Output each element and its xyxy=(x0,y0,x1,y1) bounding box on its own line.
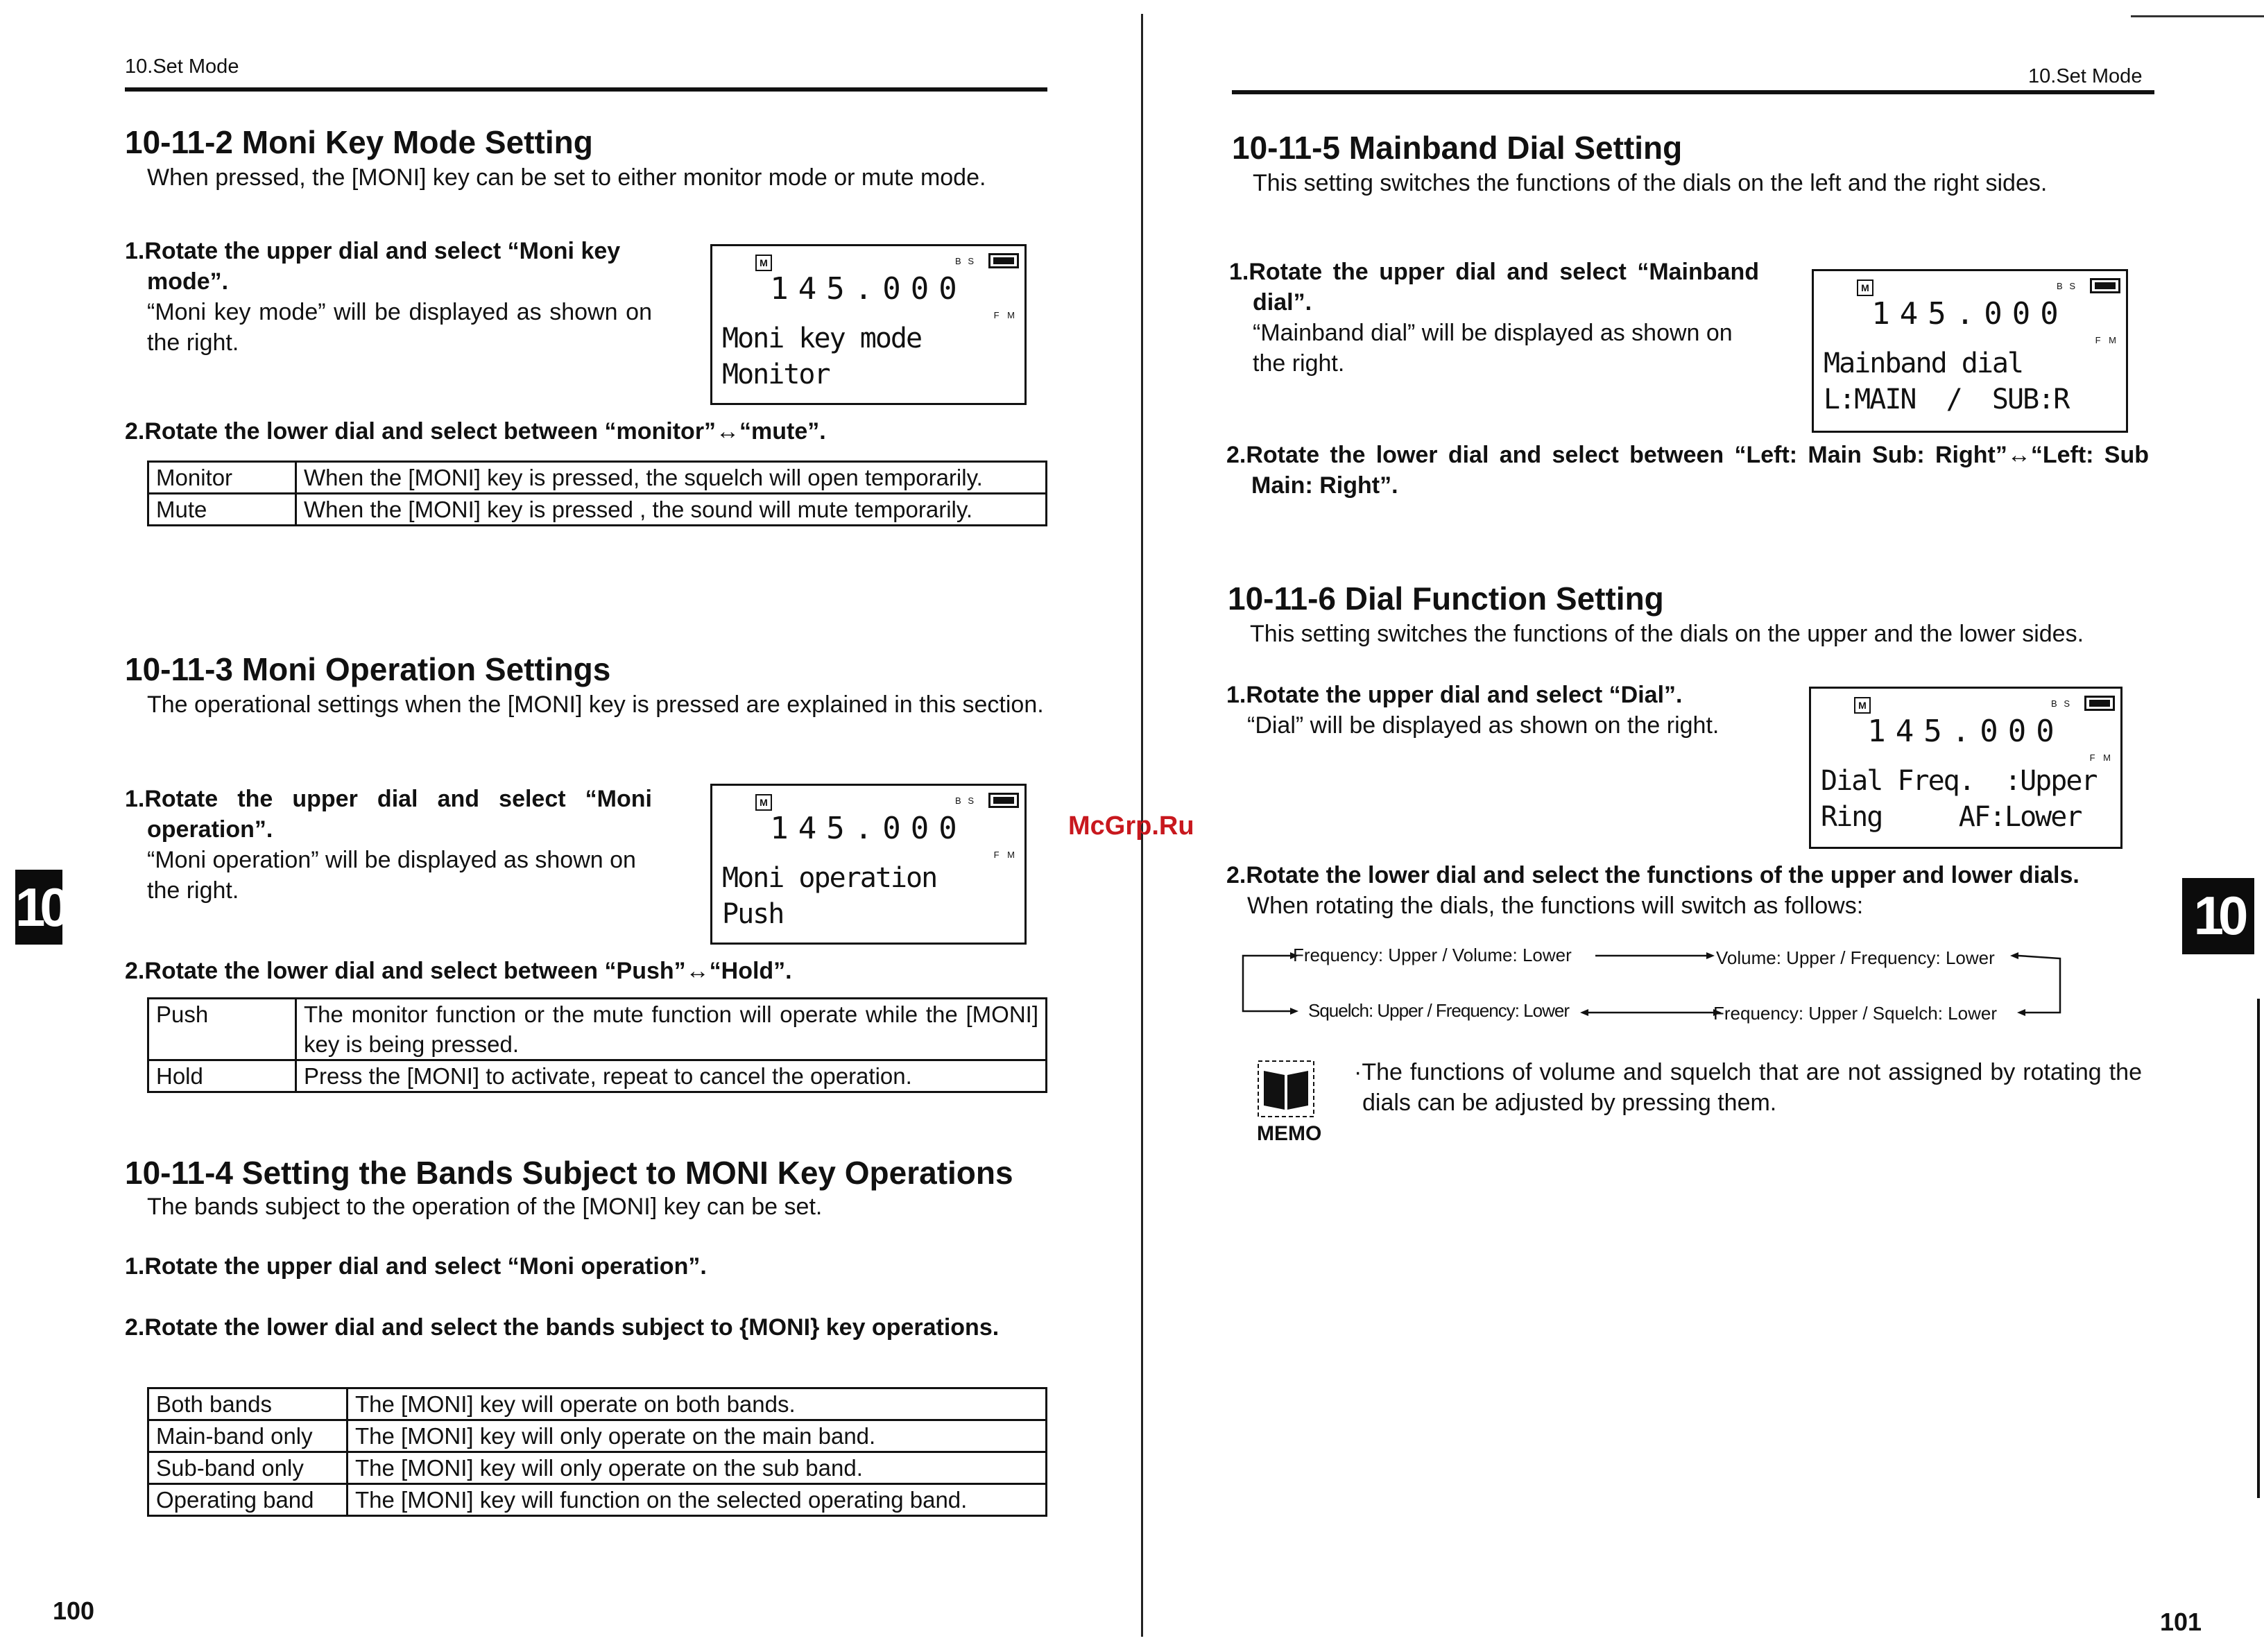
memo-book-icon xyxy=(1255,1057,1317,1121)
memory-icon: M xyxy=(1857,279,1873,296)
chapter-tab-left: 10 xyxy=(15,870,62,945)
memory-icon: M xyxy=(755,794,772,811)
section-10-11-2-intro: When pressed, the [MONI] key can be set to either monitor mode or mute mode. xyxy=(147,164,986,191)
section-10-11-3-intro: The operational settings when the [MONI] key is pressed are explained in this section. xyxy=(147,691,1044,718)
section-10-11-2-step2: 2.Rotate the lower dial and select between “monitor”↔“mute”. xyxy=(125,418,826,445)
table-row xyxy=(148,494,1047,526)
section-10-11-6-step2-body: When rotating the dials, the functions will switch as follows: xyxy=(1247,893,1864,919)
step1-body: “Moni operation” will be displayed as shown on the right. xyxy=(147,847,636,904)
page-number-right: 101 xyxy=(2160,1608,2202,1636)
lcd-line1: Moni operation xyxy=(722,862,937,894)
table-cell: The [MONI] key will only operate on the main band. xyxy=(348,1420,1047,1452)
battery-icon xyxy=(2090,278,2120,293)
table-row xyxy=(148,462,1047,494)
section-10-11-3-title: 10-11-3 Moni Operation Settings xyxy=(125,651,611,687)
step1-title: 1.Rotate the upper dial and select “Dial”. xyxy=(1226,682,1683,708)
section-10-11-6-step1 xyxy=(1226,680,1753,741)
right-page-header: 10.Set Mode xyxy=(2028,65,2143,87)
table-cell: When the [MONI] key is pressed , the sound will mute temporarily. xyxy=(296,494,1047,526)
lcd-mainband-dial xyxy=(1812,269,2128,433)
section-10-11-4-intro: The bands subject to the operation of the [MONI] key can be set. xyxy=(147,1194,823,1220)
section-10-11-3-step2: 2.Rotate the lower dial and select between “Push”↔“Hold”. xyxy=(125,958,792,984)
moni-operation-table xyxy=(147,997,1047,1093)
table-cell: The [MONI] key will function on the selected operating band. xyxy=(348,1484,1047,1516)
table-cell: Push xyxy=(148,999,296,1060)
lcd-moni-operation xyxy=(710,784,1027,945)
section-10-11-4-step1: 1.Rotate the upper dial and select “Moni operation”. xyxy=(125,1253,707,1280)
fm-indicator: F M xyxy=(993,850,1018,860)
table-row xyxy=(148,1452,1047,1484)
lcd-line1: Dial Freq. :Upper xyxy=(1821,765,2097,797)
table-cell: Hold xyxy=(148,1060,296,1092)
lcd-frequency: 145.000 xyxy=(1867,714,2064,749)
table-row xyxy=(148,1388,1047,1420)
step1-title: 1.Rotate the upper dial and select “Mainband dial”. xyxy=(1229,259,1759,316)
section-10-11-5-intro: This setting switches the functions of the dials on the left and the right sides. xyxy=(1253,170,2048,196)
table-cell: Main-band only xyxy=(148,1420,348,1452)
table-cell: The [MONI] key will operate on both bands. xyxy=(348,1388,1047,1420)
table-row xyxy=(148,1060,1047,1092)
edge-line xyxy=(2257,999,2260,1498)
section-10-11-5-title: 10-11-5 Mainband Dial Setting xyxy=(1232,130,1683,166)
table-row xyxy=(148,1484,1047,1516)
memo-text: ·The functions of volume and squelch that are not assigned by rotating the dials can be adjusted by pressing them. xyxy=(1354,1059,2142,1116)
memory-icon: M xyxy=(755,255,772,271)
battery-icon xyxy=(988,253,1019,268)
bs-indicator: B S xyxy=(955,795,976,806)
table-cell: Both bands xyxy=(148,1388,348,1420)
page-number-left: 100 xyxy=(53,1597,95,1625)
section-10-11-6-step2-title: 2.Rotate the lower dial and select the functions of the upper and lower dials. xyxy=(1226,862,2079,888)
step1-title: 1.Rotate the upper dial and select “Moni operation”. xyxy=(125,786,652,843)
table-cell: Monitor xyxy=(148,462,296,494)
table-cell: Press the [MONI] to activate, repeat to cancel the operation. xyxy=(296,1060,1047,1092)
lcd-dial xyxy=(1809,687,2122,849)
lcd-line2: Push xyxy=(722,898,784,930)
chapter-tab-right: 10 xyxy=(2182,878,2254,954)
lcd-line1: Mainband dial xyxy=(1824,347,2023,379)
flow-squelch-upper-freq-lower: Squelch: Upper / Frequency: Lower xyxy=(1308,1000,1569,1021)
lcd-line2: Monitor xyxy=(722,359,830,390)
right-header-rule xyxy=(1232,90,2154,94)
table-row xyxy=(148,1420,1047,1452)
table-cell: The monitor function or the mute function will operate while the [MONI] key is being pressed. xyxy=(296,999,1047,1060)
table-row xyxy=(148,999,1047,1060)
fm-indicator: F M xyxy=(2095,335,2119,345)
step1-body: “Mainband dial” will be displayed as shown on the right. xyxy=(1253,320,1733,377)
section-10-11-2-title: 10-11-2 Moni Key Mode Setting xyxy=(125,124,593,160)
flow-freq-upper-volume-lower: Frequency: Upper / Volume: Lower xyxy=(1293,945,1572,965)
lcd-line1: Moni key mode xyxy=(722,322,922,354)
section-10-11-6-intro: This setting switches the functions of the dials on the upper and the lower sides. xyxy=(1250,621,2084,647)
table-cell: When the [MONI] key is pressed, the squelch will open temporarily. xyxy=(296,462,1047,494)
step1-body: “Dial” will be displayed as shown on the right. xyxy=(1247,712,1720,739)
lcd-frequency: 145.000 xyxy=(770,271,967,307)
left-header-rule xyxy=(125,87,1047,92)
left-page-header: 10.Set Mode xyxy=(125,55,239,78)
lcd-frequency: 145.000 xyxy=(1871,296,2068,332)
moni-bands-table xyxy=(147,1387,1047,1517)
edge-rule xyxy=(2131,15,2264,17)
table-cell: Operating band xyxy=(148,1484,348,1516)
table-cell: Mute xyxy=(148,494,296,526)
table-cell: Sub-band only xyxy=(148,1452,348,1484)
flow-volume-upper-freq-lower: Volume: Upper / Frequency: Lower xyxy=(1716,947,1995,968)
lcd-frequency: 145.000 xyxy=(770,811,967,846)
fm-indicator: F M xyxy=(993,310,1018,320)
battery-icon xyxy=(988,793,1019,808)
battery-icon xyxy=(2084,696,2115,711)
section-10-11-4-title: 10-11-4 Setting the Bands Subject to MONI Key Operations xyxy=(125,1155,1013,1191)
bs-indicator: B S xyxy=(955,256,976,266)
bs-indicator: B S xyxy=(2057,281,2077,291)
step1-title: 1.Rotate the upper dial and select “Moni key mode”. xyxy=(125,238,621,295)
fm-indicator: F M xyxy=(2089,752,2113,763)
step1-body: “Moni key mode” will be displayed as shown on the right. xyxy=(147,299,652,356)
memo-label: MEMO xyxy=(1257,1122,1322,1145)
section-10-11-6-title: 10-11-6 Dial Function Setting xyxy=(1228,580,1664,617)
table-cell: The [MONI] key will only operate on the sub band. xyxy=(348,1452,1047,1484)
memory-icon: M xyxy=(1854,697,1871,714)
bs-indicator: B S xyxy=(2051,698,2072,709)
section-10-11-5-step1 xyxy=(1229,257,1759,379)
flow-freq-upper-squelch-lower: Frequency: Upper / Squelch: Lower xyxy=(1713,1003,1997,1024)
section-10-11-4-step2: 2.Rotate the lower dial and select the bands subject to {MONI} key operations. xyxy=(125,1314,1000,1341)
section-10-11-3-step1 xyxy=(125,784,652,906)
section-10-11-5-step2: 2.Rotate the lower dial and select between “Left: Main Sub: Right”↔“Left: Sub Main: Right”. xyxy=(1226,442,2149,499)
lcd-line2: Ring AF:Lower xyxy=(1821,801,2082,833)
moni-key-mode-table xyxy=(147,461,1047,526)
lcd-line2: L:MAIN / SUB:R xyxy=(1824,384,2069,415)
section-10-11-2-step1 xyxy=(125,236,652,358)
lcd-moni-key-mode xyxy=(710,244,1027,405)
watermark: McGrp.Ru xyxy=(1068,811,1194,841)
